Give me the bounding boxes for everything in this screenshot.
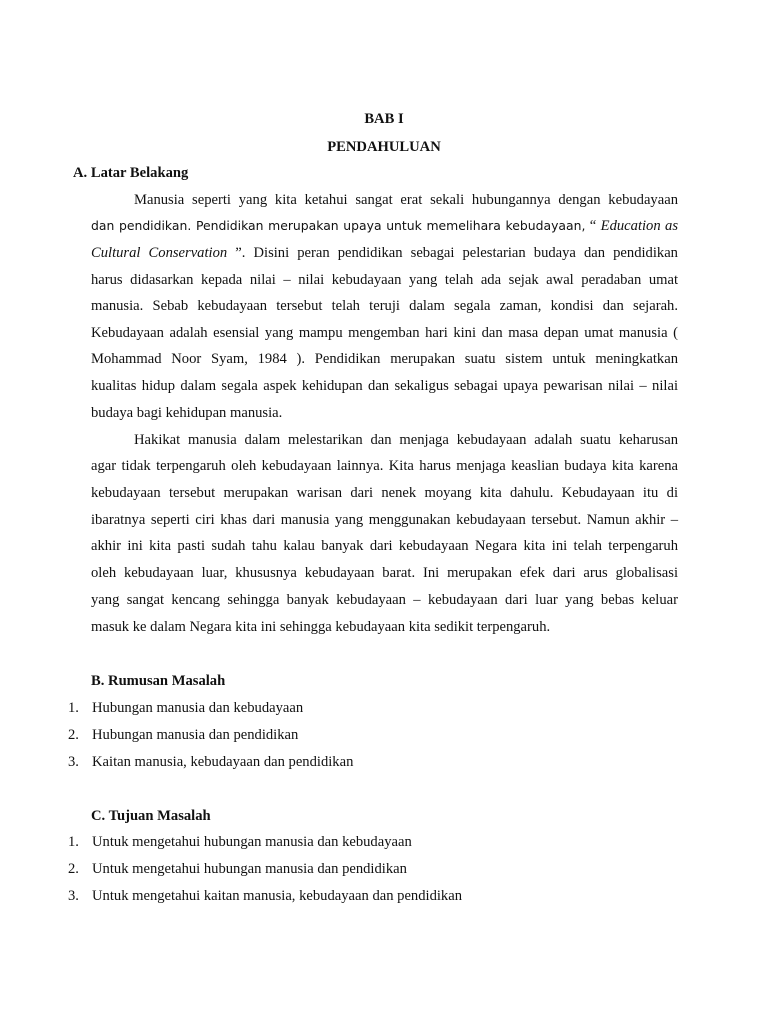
close-quote: ”. — [235, 245, 246, 261]
p1-line: budaya bagi kehidupan manusia. — [91, 405, 283, 421]
p1-line: Manusia seperti yang kita ketahui sangat erat sekali hubungannya dengan kebudayaan — [134, 192, 678, 208]
p1-line: harus didasarkan kepada nilai – nilai kebudayaan yang telah ada sejak awal peradaban umat — [91, 272, 678, 288]
p1-line: Kebudayaan adalah esensial yang mampu mengemban hari kini dan masa depan umat manusia ( — [91, 325, 678, 341]
list-item: Untuk mengetahui hubungan manusia dan kebudayaan — [92, 834, 412, 850]
p1-sans-text: dan pendidikan. Pendidikan merupakan upaya untuk memelihara kebudayaan, — [91, 218, 586, 233]
p2-line: agar tidak terpengaruh oleh kebudayaan lainnya. Kita harus menjaga keaslian budaya kita karena — [91, 458, 678, 474]
list-number: 1. — [68, 700, 79, 716]
chapter-title: PENDAHULUAN — [327, 139, 441, 155]
p1-text: Disini peran pendidikan sebagai pelestarian budaya dan pendidikan — [253, 245, 678, 261]
list-item: Hubungan manusia dan kebudayaan — [92, 700, 304, 716]
section-a-heading: A. Latar Belakang — [73, 165, 189, 181]
p2-line: akhir ini kita pasti sudah tahu kalau banyak dari kebudayaan Negara kita ini telah terpengaruh — [91, 538, 678, 554]
p2-line: kebudayaan tersebut merupakan warisan dari nenek moyang kita dahulu. Kebudayaan itu di — [91, 485, 678, 501]
list-number: 2. — [68, 861, 79, 877]
p2-line: masuk ke dalam Negara kita ini sehingga kebudayaan kita sedikit terpengaruh. — [91, 619, 551, 635]
p2-line: oleh kebudayaan luar, khususnya kebudayaan barat. Ini merupakan efek dari arus globalisasi — [91, 565, 678, 581]
section-b-heading: B. Rumusan Masalah — [91, 673, 226, 689]
list-number: 3. — [68, 888, 79, 904]
section-c-heading: C. Tujuan Masalah — [91, 808, 211, 824]
p1-line: manusia. Sebab kebudayaan tersebut telah teruji dalam segala zaman, kondisi dan sejarah. — [91, 298, 678, 314]
list-item: Kaitan manusia, kebudayaan dan pendidikan — [92, 754, 354, 770]
open-quote: “ — [589, 218, 597, 234]
list-number: 3. — [68, 754, 79, 770]
p1-line-mixed — [91, 246, 678, 261]
p1-line-mixed — [91, 219, 678, 234]
p2-line: yang sangat kencang sehingga banyak kebudayaan – kebudayaan dari luar yang bebas keluar — [91, 592, 678, 608]
list-item: Untuk mengetahui kaitan manusia, kebudayaan dan pendidikan — [92, 888, 463, 904]
list-number: 2. — [68, 727, 79, 743]
p2-line: Hakikat manusia dalam melestarikan dan menjaga kebudayaan adalah suatu keharusan — [134, 432, 678, 448]
p1-italic-text: Education as — [600, 218, 678, 234]
list-item: Untuk mengetahui hubungan manusia dan pendidikan — [92, 861, 407, 877]
p1-line: kualitas hidup dalam segala aspek kehidupan dan sekaligus sebagai upaya pewarisan nilai – nilai — [91, 378, 678, 394]
list-number: 1. — [68, 834, 79, 850]
p2-line: ibaratnya seperti ciri khas dari manusia yang menggunakan kebudayaan tersebut. Namun akhir – — [91, 512, 678, 528]
p1-italic-text: Cultural Conservation — [91, 245, 228, 261]
p1-line: Mohammad Noor Syam, 1984 ). Pendidikan merupakan suatu sistem untuk meningkatkan — [91, 351, 678, 367]
chapter-number: BAB I — [364, 111, 404, 127]
list-item: Hubungan manusia dan pendidikan — [92, 727, 299, 743]
